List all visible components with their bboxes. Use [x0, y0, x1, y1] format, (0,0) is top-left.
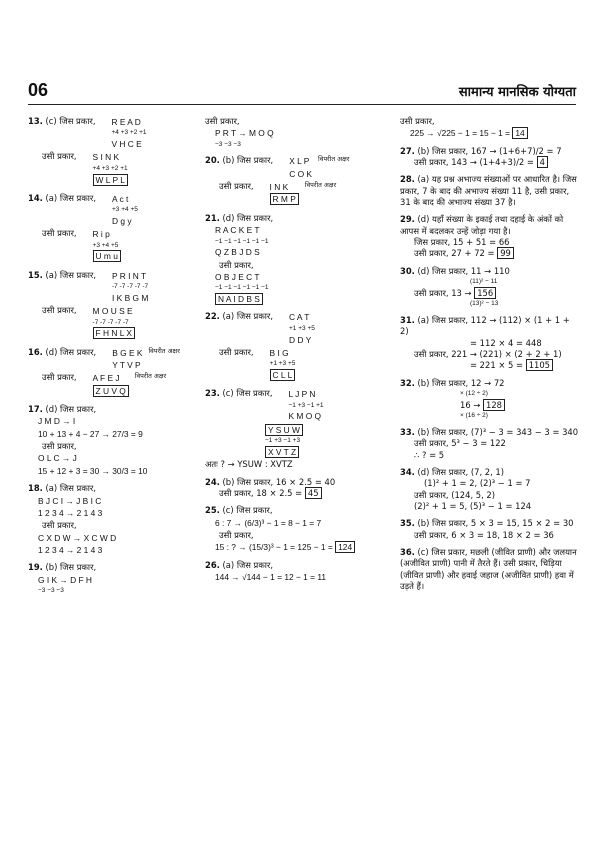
page-title: सामान्य मानसिक योग्यता [458, 85, 576, 100]
column-3 [400, 116, 580, 598]
question-26-cont: उसी प्रकार, 225 → √225 − 1 = 15 − 1 = 14 [400, 116, 580, 140]
column-1 [28, 116, 198, 602]
question-24: 24. (b) जिस प्रकार, 16 × 2.5 = 40 उसी प्रकार, 18 × 2.5 = 45 [205, 476, 336, 498]
question-21: 21. (d) जिस प्रकार, R A C K E T −1 −1 −1 −1 −1 −1 Q Z B J D S उसी प्रकार, O B J E C T −1 −1 −1 −1 −1 −1 N A I D B S [205, 212, 274, 305]
question-17: 17. (d) जिस प्रकार, J M D → I 10 + 13 + 4 − 27 → 27/3 = 9 उसी प्रकार, O L C → J 15 + 12 + 3 = 30 → 30/3 = 10 [28, 404, 148, 476]
question-32: 32. (b) जिस प्रकार, 12 → 72 × (12 ÷ 2) 16 → 128 × (16 ÷ 2) [400, 377, 505, 420]
question-36: 36. (c) जिस प्रकार, मछली (जीवित प्राणी) और जलयान (अजीवित प्राणी) पानी में तैरते हैं। उसी प्रकार, चिड़िया (जीवित प्राणी) और हवाई जहाज (अजीवित प्राणी) हवा में उड़ते हैं। [400, 547, 577, 592]
question-22: 22. (a) जिस प्रकार, C A T +1 +3 +5 D D Y उसी प्रकार, B I G +1 +3 +5 C L L [205, 311, 315, 380]
question-34: 34. (d) जिस प्रकार, (7, 2, 1) (1)² + 1 = 2, (2)³ − 1 = 7 उसी प्रकार, (124, 5, 2) (2)² + 1 = 5, (5)³ − 1 = 124 [400, 466, 532, 511]
question-16: 16. (d) जिस प्रकार, B G E K Y T V P विपरीत अक्षर उसी प्रकार, A F E J Z U V Q विपरीत अक्षर [28, 346, 180, 396]
page-number: 06 [28, 80, 49, 100]
question-27: 27. (b) जिस प्रकार, 167 → (1+6+7)/2 = 7 उसी प्रकार, 143 → (1+4+3)/2 = 4 [400, 145, 562, 168]
question-14: 14. (a) जिस प्रकार, A c t +3 +4 +5 D g y उसी प्रकार, R i p +3 +4 +5 U m u [28, 192, 138, 262]
question-28: 28. (a) यह प्रश्न अभाज्य संख्याओं पर आधारित है। जिस प्रकार, 7 के बाद की अभाज्य संख्या 11 है, उसी प्रकार, 31 के बाद की अभाज्य संख्या 37 है। [400, 174, 577, 208]
question-31: 31. (a) जिस प्रकार, 112 → (112) × (1 + 1 + 2) = 112 × 4 = 448 उसी प्रकार, 221 → (221) × (2 + 2 + 1) = 221 × 5 = 1105 [400, 315, 570, 371]
question-30: 30. (d) जिस प्रकार, 11 → 110 (11)² − 11 उसी प्रकार, 13 → 156 (13)² − 13 [400, 265, 510, 308]
question-19: 19. (b) जिस प्रकार, G I K → D F H −3 −3 −3 [28, 562, 97, 594]
question-13: 13. (c) जिस प्रकार, R E A D +4 +3 +2 +1 V H C E उसी प्रकार, S I N K +4 +3 +2 +1 W L P L [28, 116, 147, 185]
column-2 [205, 116, 390, 589]
page-header [28, 78, 576, 105]
question-20: 20. (b) जिस प्रकार, X L P C O K विपरीत अक्षर उसी प्रकार, I N K R M P विपरीत अक्षर [205, 155, 350, 205]
question-29: 29. (d) यहाँ संख्या के इकाई तथा दहाई के अंकों को आपस में बदलकर उन्हें जोड़ा गया है। जिस प्रकार, 15 + 51 = 66 उसी प्रकार, 27 + 72 = 99 [400, 214, 564, 259]
question-18: 18. (a) जिस प्रकार, B J C I → J B I C 1 2 3 4 → 2 1 4 3 उसी प्रकार, C X D W → X C W D 1 2 3 4 → 2 1 4 3 [28, 483, 117, 555]
question-19-cont: उसी प्रकार, P R T → M O Q −3 −3 −3 [205, 116, 274, 148]
question-35: 35. (b) जिस प्रकार, 5 × 3 = 15, 15 × 2 = 30 उसी प्रकार, 6 × 3 = 18, 18 × 2 = 36 [400, 518, 574, 540]
question-33: 33. (b) जिस प्रकार, (7)³ − 3 = 343 − 3 = 340 उसी प्रकार, 5³ − 3 = 122 ∴ ? = 5 [400, 426, 579, 460]
question-26: 26. (a) जिस प्रकार, 144 → √144 − 1 = 12 − 1 = 11 [205, 559, 327, 582]
question-23: 23. (c) जिस प्रकार, L J P N −1 +3 −1 +1 K M O Q Y S U W −1 +3 −1 +3 X V T Z अतः ? → YSUW : XVTZ [205, 388, 324, 470]
question-25: 25. (c) जिस प्रकार, 6 : 7 → (6/3)³ − 1 = 8 − 1 = 7 उसी प्रकार, 15 : ? → (15/3)³ − 1 = 125 − 1 = 124 [205, 505, 390, 553]
question-15: 15. (a) जिस प्रकार, P R I N T -7 -7 -7 -7 -7 I K B G M उसी प्रकार, M O U S E -7 -7 -7 -7 -7 F H N L X [28, 269, 149, 339]
